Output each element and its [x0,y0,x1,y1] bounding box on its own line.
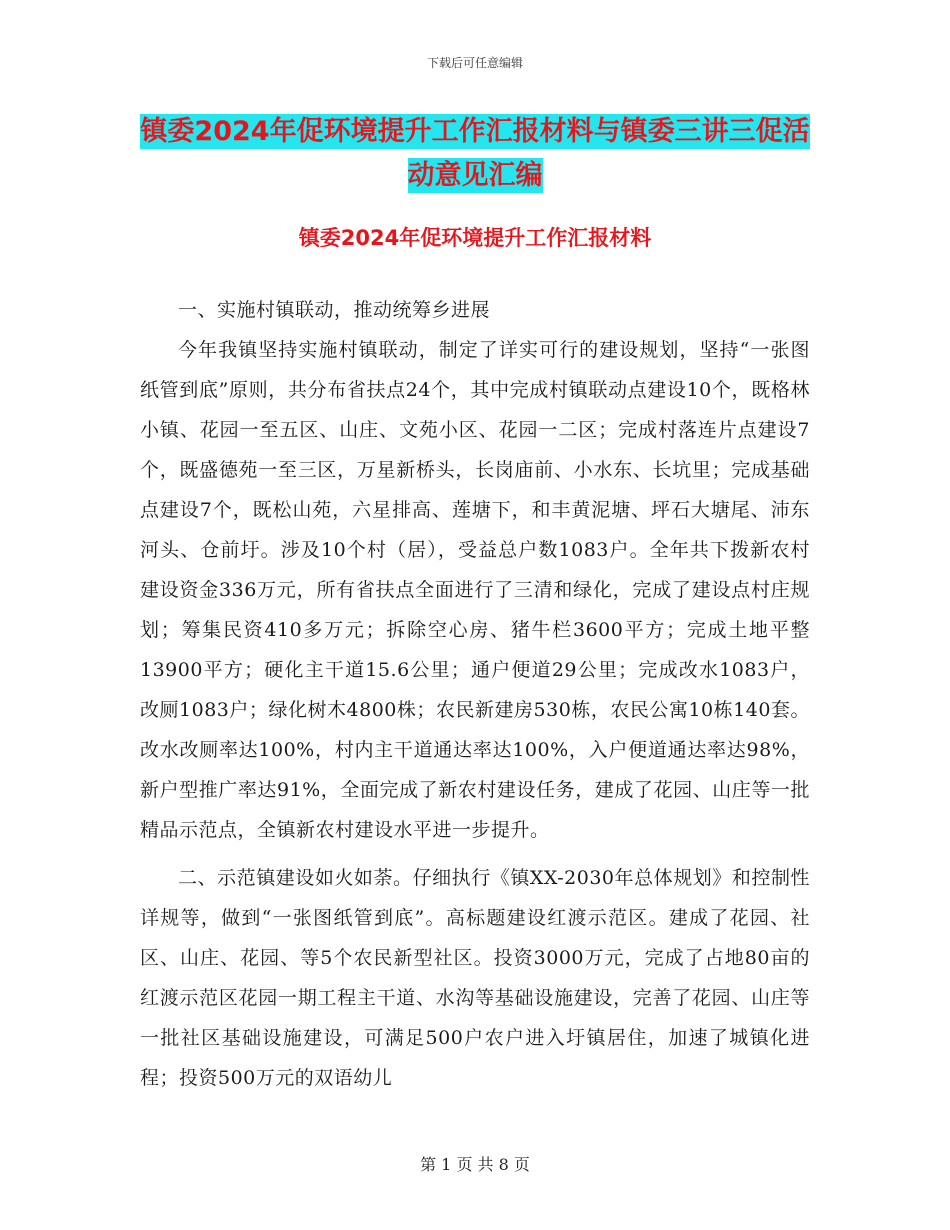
heading-paragraph-1: 一、实施村镇联动，推动统筹乡进展 [178,299,491,321]
document-title-text: 镇委2024年促环境提升工作汇报材料与镇委三讲三促活动意见汇编 [140,116,810,191]
body-paragraph-2: 二、示范镇建设如火如荼。仔细执行《镇XX-2030年总体规划》和控制性详规等，做到“一张图纸管到底”。高标题建设红渡示范区。建成了花园、社区、山庄、花园、等5个农民新型社区。投资3000万元，完成了占地80亩的红渡示范区花园一期工程主干道、水沟等基础设施建设，完善了花园、山庄等一批社区基础设施建设，可满足500户农户进入圩镇居住，加速了城镇化进程；投资500万元的双语幼儿 [140,867,810,1089]
document-body [140,290,810,1098]
document-title [140,110,810,198]
header-note: 下载后可任意编辑 [426,56,523,70]
body-paragraph-1: 今年我镇坚持实施村镇联动，制定了详实可行的建设规划，坚持“一张图纸管到底”原则，共分布省扶点24个，其中完成村镇联动点建设10个，既格林小镇、花园一至五区、山庄、文苑小区、花园一二区；完成村落连片点建设7个，既盛德苑一至三区，万星新桥头，长岗庙前、小水东、长坑里；完成基础点建设7个，既松山苑，六星排高、莲塘下，和丰黄泥塘、坪石大塘尾、沛东河头、仓前圩。涉及10个村（居），受益总户数1083户。全年共下拨新农村建设资金336万元，所有省扶点全面进行了三清和绿化，完成了建设点村庄规划；筹集民资410多万元；拆除空心房、猪牛栏3600平方；完成土地平整13900平方；硬化主干道15.6公里；通户便道29公里；完成改水1083户，改厕1083户；绿化树木4800株；农民新建房530栋，农民公寓10栋140套。改水改厕率达100%，村内主干道通达率达100%，入户便道通达率达98%，新户型推广率达91%，全面完成了新农村建设任务，建成了花园、山庄等一批精品示范点，全镇新农村建设水平进一步提升。 [140,339,810,841]
page-number: 第 1 页 共 8 页 [420,1155,530,1174]
section-title: 镇委2024年促环境提升工作汇报材料 [298,226,652,250]
